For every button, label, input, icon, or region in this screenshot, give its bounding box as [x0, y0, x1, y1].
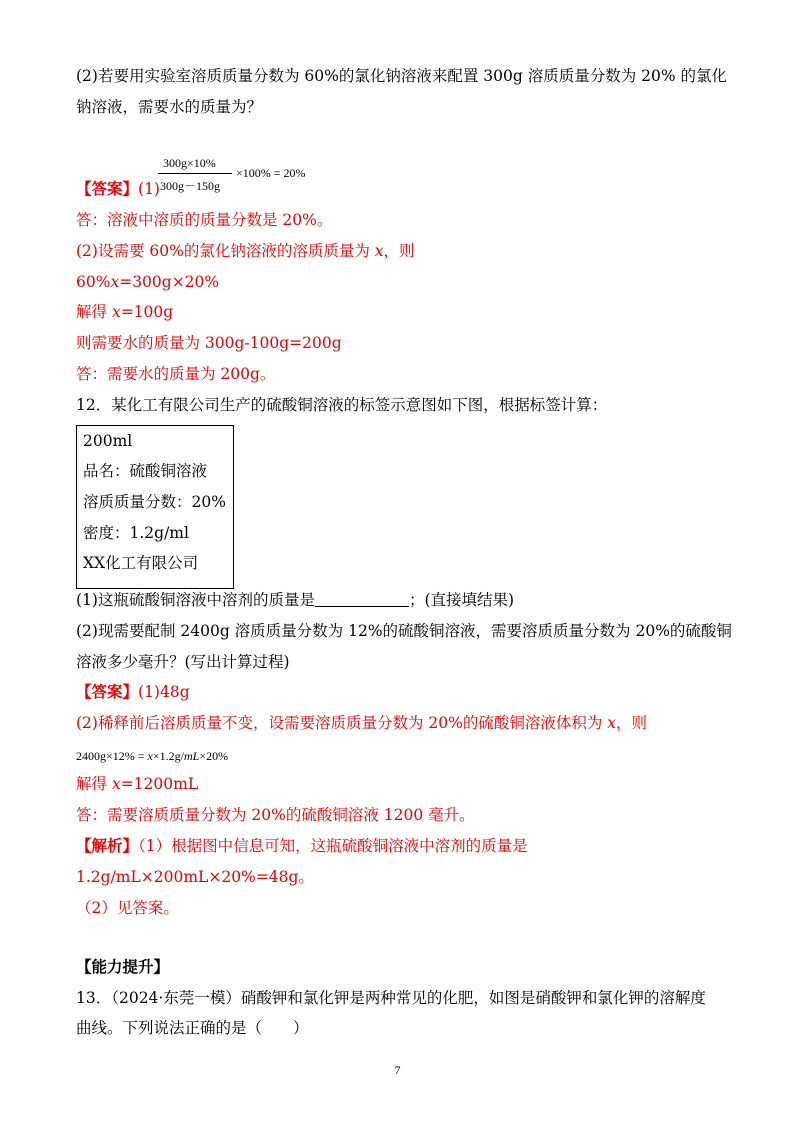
answer12-a2-var: x — [607, 714, 617, 732]
label-company: XX化工有限公司 — [83, 554, 199, 572]
answer11-a2-suffix: ，则 — [383, 242, 415, 260]
answer12-a4-prefix: 解得 — [76, 775, 112, 793]
answer11-a3-suffix: =300g×20% — [119, 273, 220, 291]
answer-tag: 【答案】 — [76, 179, 139, 198]
answer11-a1: 答：溶液中溶质的质量分数是 20%。 — [76, 211, 333, 229]
page-number: 7 — [394, 1063, 401, 1077]
product-label-box — [76, 425, 234, 589]
answer12-equation — [76, 746, 228, 766]
analysis-tag: 【解析】 — [76, 836, 139, 855]
q12-part1 — [76, 590, 514, 610]
eq-unit: mL — [183, 749, 200, 763]
label-volume: 200ml — [83, 432, 133, 450]
answer11-a4 — [76, 302, 173, 322]
answer12-a4-var: x — [111, 775, 121, 793]
q13-line1: 13．（2024·东莞一模）硝酸钾和氯化钾是两种常见的化肥，如图是硝酸钾和氯化钾的溶解度 — [76, 989, 706, 1007]
answer11-part1-prefix: (1) — [138, 180, 160, 198]
eq-var: x — [147, 749, 153, 763]
q12-part2-line1: (2)现需要配制 2400g 溶质质量分数为 12%的硫酸铜溶液，需要溶质质量分数为 20%的硫酸铜 — [76, 622, 732, 640]
fraction-denominator: 300g－150g — [160, 179, 221, 193]
fraction-rest: ×100% = 20% — [236, 166, 306, 180]
answer11-a5: 则需要水的质量为 300g-100g=200g — [76, 334, 342, 352]
answer11-a2-prefix: (2)设需要 60%的氯化钠溶液的溶质质量为 — [76, 242, 375, 260]
answer11-a4-var: x — [111, 303, 121, 321]
answer11-a3 — [76, 272, 219, 292]
q13-line2: 曲线。下列说法正确的是（ ） — [76, 1019, 309, 1037]
analysis12-line3: （2）见答案。 — [76, 899, 179, 917]
answer11-a2-var: x — [374, 242, 384, 260]
eq-left: 2400g×12% = — [76, 749, 148, 763]
answer11-a2 — [76, 241, 415, 261]
fraction-bar — [158, 173, 232, 174]
answer11-line1 — [76, 179, 160, 199]
eq-right: ×20% — [199, 749, 229, 763]
q12-part2-line2: 溶液多少毫升？(写出计算过程) — [76, 653, 290, 671]
q12-part1-suffix: ；(直接填结果) — [408, 591, 515, 609]
answer12-a4 — [76, 774, 198, 794]
label-product-name: 品名：硫酸铜溶液 — [83, 462, 208, 480]
label-density: 密度：1.2g/ml — [83, 524, 189, 542]
answer-tag: 【答案】 — [76, 682, 139, 701]
section-title: 【能力提升】 — [76, 957, 170, 976]
analysis12-line1-text: （1）根据图中信息可知，这瓶硫酸铜溶液中溶剂的质量是 — [138, 837, 528, 855]
answer12-a2-prefix: (2)稀释前后溶质质量不变，设需要溶质质量分数为 20%的硫酸铜溶液体积为 — [76, 714, 608, 732]
q11-part2-line2: 钠溶液，需要水的质量为？ — [76, 98, 263, 116]
q11-part2-line1: (2)若要用实验室溶质质量分数为 60%的氯化钠溶液来配置 300g 溶质质量分数为 20% 的氯化 — [76, 67, 728, 85]
answer12-a1-text: (1)48g — [138, 683, 190, 701]
answer11-a6: 答：需要水的质量为 200g。 — [76, 365, 276, 383]
answer12-a1 — [76, 682, 190, 702]
answer12-a2-suffix: ，则 — [616, 714, 648, 732]
answer12-a5: 答：需要溶质质量分数为 20%的硫酸铜溶液 1200 毫升。 — [76, 806, 475, 824]
label-mass-fraction: 溶质质量分数：20% — [83, 493, 226, 511]
q12-part1-prefix: (1)这瓶硫酸铜溶液中溶剂的质量是 — [76, 591, 315, 609]
fraction-numerator: 300g×10% — [163, 156, 216, 170]
analysis12-line2: 1.2g/mL×200mL×20%=48g。 — [76, 868, 314, 886]
answer11-a4-suffix: =100g — [120, 303, 174, 321]
analysis12-line1 — [76, 836, 528, 856]
answer11-a4-prefix: 解得 — [76, 303, 112, 321]
answer-blank — [315, 592, 409, 607]
answer12-a2 — [76, 713, 647, 733]
q12-stem: 12．某化工有限公司生产的硫酸铜溶液的标签示意图如下图，根据标签计算： — [76, 396, 608, 414]
answer12-a4-suffix: =1200mL — [120, 775, 199, 793]
eq-mid: ×1.2g/ — [152, 749, 184, 763]
answer11-a3-var: x — [110, 273, 120, 291]
answer11-a3-prefix: 60% — [76, 273, 111, 291]
